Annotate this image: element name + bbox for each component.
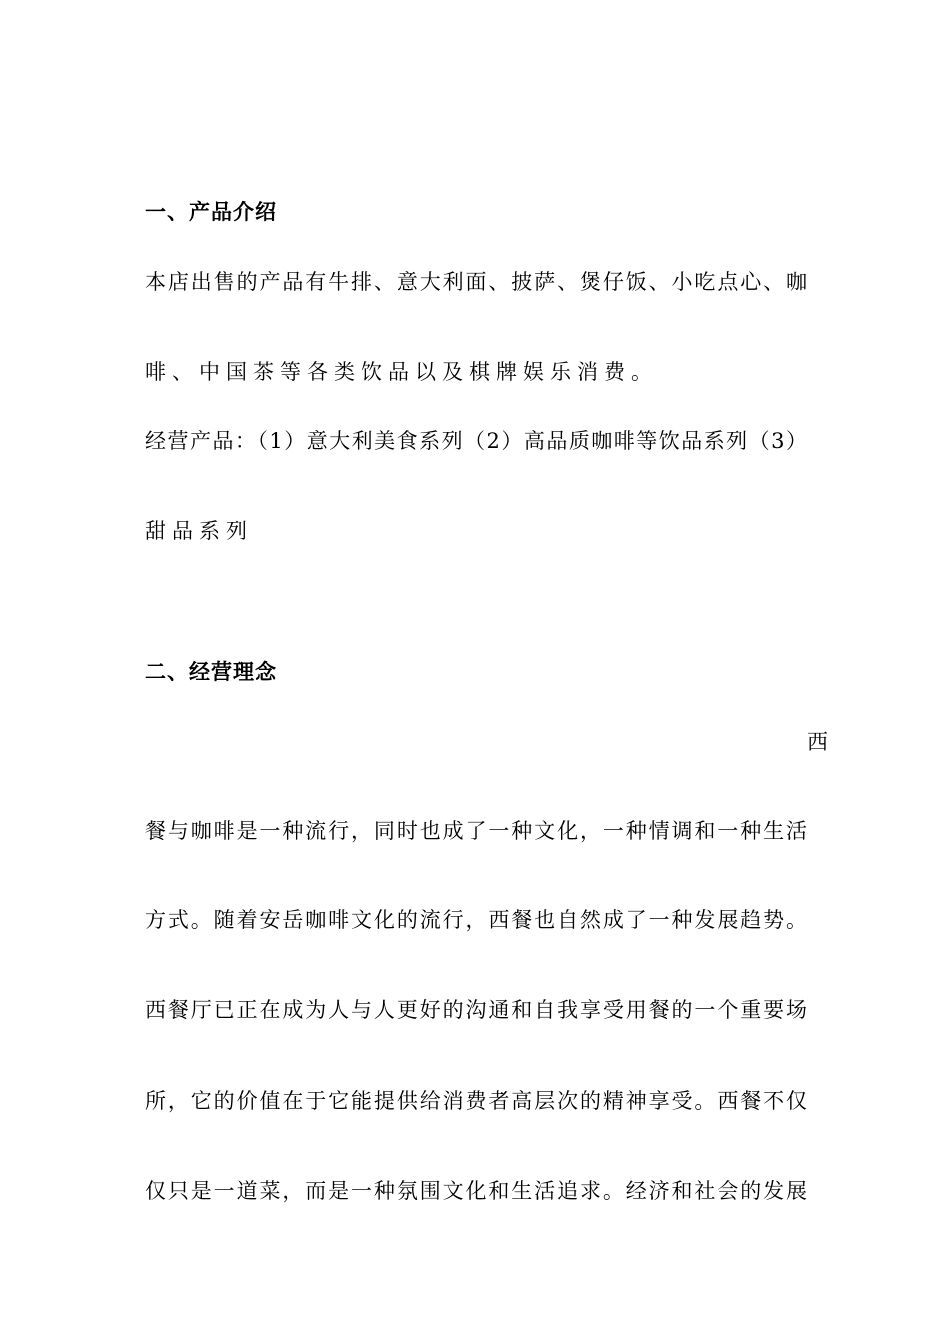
paragraph-line: 西餐厅已正在成为人与人更好的沟通和自我享受用餐的一个重要场 <box>145 998 807 1022</box>
section-heading-product-intro: 一、产品介绍 <box>145 200 277 224</box>
paragraph-line: 经营产品：（1）意大利美食系列（2）高品质咖啡等饮品系列（3） <box>145 429 807 453</box>
paragraph-line: 甜品系列 <box>145 519 253 543</box>
paragraph-line: 所，它的价值在于它能提供给消费者高层次的精神享受。西餐不仅 <box>145 1089 807 1113</box>
paragraph-line: 本店出售的产品有牛排、意大利面、披萨、煲仔饭、小吃点心、咖 <box>145 270 807 294</box>
paragraph-line: 啡、中国茶等各类饮品以及棋牌娱乐消费。 <box>145 360 658 384</box>
paragraph-line: 仅只是一道菜，而是一种氛围文化和生活追求。经济和社会的发展 <box>145 1179 807 1203</box>
paragraph-line: 方式。随着安岳咖啡文化的流行，西餐也自然成了一种发展趋势。 <box>145 908 807 932</box>
paragraph-first-char: 西 <box>807 730 828 754</box>
section-heading-business-philosophy: 二、经营理念 <box>145 660 277 684</box>
paragraph-line: 餐与咖啡是一种流行，同时也成了一种文化，一种情调和一种生活 <box>145 819 807 843</box>
